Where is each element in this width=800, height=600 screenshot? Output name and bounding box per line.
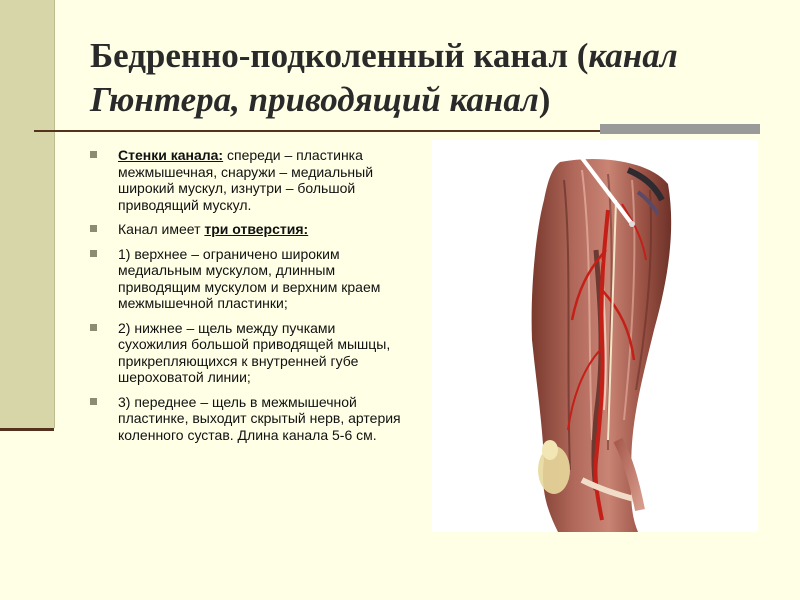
bullet-marker-icon — [90, 225, 97, 232]
bullet-item-lower — [90, 320, 406, 386]
title-accent-bar — [600, 124, 760, 134]
openings-heading: три отверстия: — [204, 221, 309, 237]
title-close: ) — [538, 80, 551, 119]
side-band-divider — [0, 428, 54, 431]
title-main: Бедренно-подколенный канал ( — [90, 36, 589, 75]
side-band — [0, 0, 55, 428]
walls-heading: Стенки канала: — [118, 147, 224, 163]
upper-opening-text: 1) верхнее – ограничено широким медиальным мускулом, длинным приводящим мускулом и верхним краем межмышечной пластинки; — [118, 245, 381, 311]
title-underline — [34, 130, 604, 132]
walls-text: спереди – пластинка межмышечная, снаружи – медиальный широкий мускул, изнутри – большой приводящий мускул. — [118, 147, 374, 213]
bullet-item-upper — [90, 246, 406, 312]
anterior-opening-text: 3) переднее – щель в межмышечной пластинке, выходит скрытый нерв, артерия коленного сустав. Длина канала 5-6 см. — [118, 393, 401, 443]
lower-opening-text: 2) нижнее – щель между пучками сухожилия большой приводящей мышцы, прикрепляющихся к внутренней губе шероховатой линии; — [118, 319, 391, 385]
bullet-marker-icon — [90, 398, 97, 405]
bullet-list — [90, 147, 406, 451]
bullet-marker-icon — [90, 324, 97, 331]
bullet-item-openings — [90, 221, 406, 238]
anatomy-illustration — [432, 140, 758, 532]
openings-intro: Канал имеет — [118, 221, 205, 237]
slide-title — [90, 34, 780, 122]
bullet-item-walls — [90, 147, 406, 213]
bullet-marker-icon — [90, 250, 97, 257]
bullet-marker-icon — [90, 151, 97, 158]
bullet-item-anterior — [90, 394, 406, 444]
title-italic: канал Гюнтера, приводящий канал — [90, 36, 678, 119]
thigh-muscles-icon — [432, 140, 758, 532]
